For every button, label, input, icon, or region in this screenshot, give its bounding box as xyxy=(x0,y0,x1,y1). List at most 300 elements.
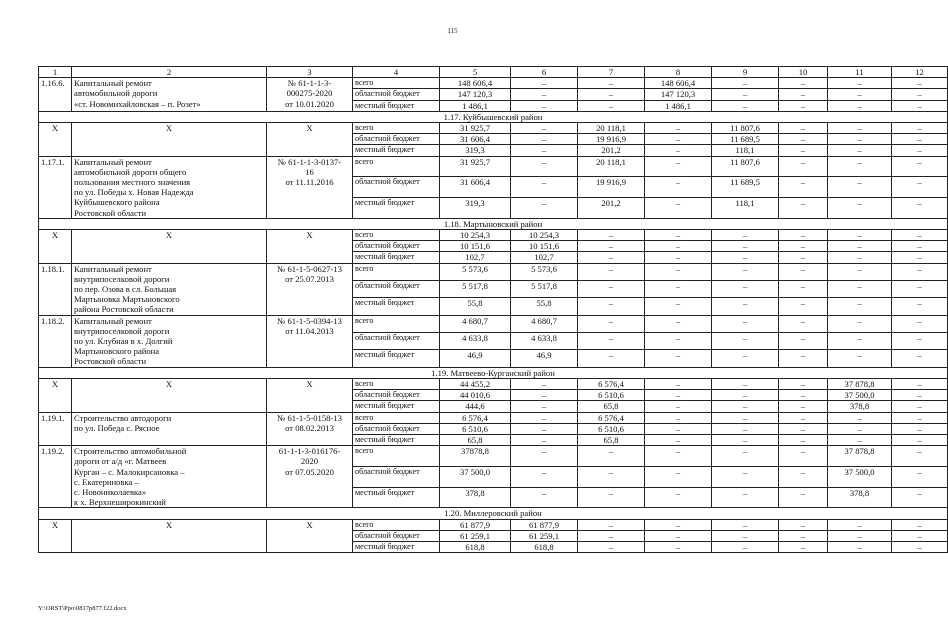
amount-cell: – xyxy=(779,298,828,315)
document-reference xyxy=(267,315,353,367)
amount-cell: – xyxy=(892,123,948,134)
amount-cell: 201,2 xyxy=(578,198,645,219)
amount-cell: – xyxy=(828,100,892,111)
table-row xyxy=(39,123,948,134)
amount-cell: 19 916,9 xyxy=(578,134,645,145)
amount-cell: – xyxy=(712,280,779,297)
amount-cell: – xyxy=(645,487,712,508)
object-name xyxy=(72,263,267,315)
funding-source: областной бюджет xyxy=(353,134,440,145)
amount-cell: – xyxy=(511,177,578,198)
document-reference-line: от 10.01.2020 xyxy=(285,98,334,109)
amount-cell: – xyxy=(578,530,645,541)
amount-cell: – xyxy=(712,446,779,467)
item-number: 1.19.2. xyxy=(39,446,72,508)
amount-cell: – xyxy=(828,145,892,156)
table-row xyxy=(39,446,948,467)
amount-cell: 201,2 xyxy=(578,145,645,156)
amount-cell: – xyxy=(892,298,948,315)
amount-cell: – xyxy=(892,252,948,263)
amount-cell: – xyxy=(578,487,645,508)
funding-source: областной бюджет xyxy=(353,280,440,297)
amount-cell: – xyxy=(578,241,645,252)
amount-cell: – xyxy=(828,412,892,423)
amount-cell: – xyxy=(645,434,712,445)
district-title: 1.19. Матвеево-Курганский район xyxy=(39,367,948,378)
amount-cell: – xyxy=(779,541,828,552)
amount-cell: 378,8 xyxy=(828,401,892,412)
amount-cell: 6 510,6 xyxy=(578,390,645,401)
amount-cell: – xyxy=(511,487,578,508)
amount-cell: – xyxy=(511,434,578,445)
column-number: 6 xyxy=(511,67,578,78)
amount-cell: – xyxy=(828,298,892,315)
amount-cell: 102,7 xyxy=(511,252,578,263)
amount-cell: 4 633,8 xyxy=(511,333,578,350)
document-reference xyxy=(267,519,353,553)
table-row xyxy=(39,519,948,530)
amount-cell: 4 633,8 xyxy=(440,333,511,350)
amount-cell: – xyxy=(712,241,779,252)
amount-cell: 6 576,4 xyxy=(440,412,511,423)
funding-source: всего xyxy=(353,78,440,89)
amount-cell: – xyxy=(511,78,578,89)
amount-cell: – xyxy=(645,263,712,280)
amount-cell: 61 877,9 xyxy=(511,519,578,530)
document-reference xyxy=(267,156,353,218)
amount-cell: 1 486,1 xyxy=(645,100,712,111)
amount-cell: – xyxy=(828,241,892,252)
funding-source: областной бюджет xyxy=(353,241,440,252)
amount-cell: 6 510,6 xyxy=(440,423,511,434)
document-reference xyxy=(267,378,353,412)
funding-source: областной бюджет xyxy=(353,423,440,434)
amount-cell: – xyxy=(511,446,578,467)
amount-cell: 55,8 xyxy=(511,298,578,315)
amount-cell: 147 120,3 xyxy=(440,89,511,100)
amount-cell: – xyxy=(892,134,948,145)
amount-cell: – xyxy=(892,423,948,434)
object-name-line: по пер. Озова в сл. Большая xyxy=(74,284,177,295)
column-number: 3 xyxy=(267,67,353,78)
funding-source: местный бюджет xyxy=(353,298,440,315)
amount-cell: – xyxy=(645,298,712,315)
amount-cell: – xyxy=(645,530,712,541)
item-number: X xyxy=(39,230,72,264)
amount-cell: 37878,8 xyxy=(440,446,511,467)
object-name-line: X xyxy=(165,378,173,389)
amount-cell: 44 010,6 xyxy=(440,390,511,401)
amount-cell: – xyxy=(828,519,892,530)
amount-cell: 378,8 xyxy=(440,487,511,508)
document-reference-line: от 11.11.2016 xyxy=(285,177,334,188)
amount-cell: – xyxy=(828,134,892,145)
amount-cell: – xyxy=(892,315,948,332)
amount-cell: – xyxy=(645,134,712,145)
object-name xyxy=(72,230,267,264)
funding-source: всего xyxy=(353,412,440,423)
object-name xyxy=(72,123,267,157)
column-number: 2 xyxy=(72,67,267,78)
amount-cell: – xyxy=(779,446,828,467)
amount-cell: – xyxy=(779,198,828,219)
table-row xyxy=(39,230,948,241)
amount-cell: – xyxy=(779,280,828,297)
amount-cell: – xyxy=(578,315,645,332)
document-reference xyxy=(267,78,353,112)
amount-cell: – xyxy=(779,466,828,487)
object-name-line: по ул. Клубная в х. Долгий xyxy=(74,336,173,347)
amount-cell: 37 878,8 xyxy=(828,378,892,389)
table-body xyxy=(39,67,948,553)
amount-cell: 11 807,6 xyxy=(712,123,779,134)
column-number: 5 xyxy=(440,67,511,78)
amount-cell: 31 606,4 xyxy=(440,134,511,145)
amount-cell: – xyxy=(779,123,828,134)
amount-cell: 148 606,4 xyxy=(440,78,511,89)
object-name-line: Капитальный ремонт xyxy=(74,78,152,89)
amount-cell: – xyxy=(828,230,892,241)
amount-cell: – xyxy=(511,412,578,423)
column-number: 11 xyxy=(828,67,892,78)
amount-cell: – xyxy=(578,519,645,530)
document-reference-line: № 61-1-1-3-0137- xyxy=(277,156,342,167)
amount-cell: – xyxy=(645,378,712,389)
document-reference xyxy=(267,123,353,157)
amount-cell: – xyxy=(645,333,712,350)
amount-cell: – xyxy=(645,156,712,177)
amount-cell: 5 573,6 xyxy=(440,263,511,280)
amount-cell: – xyxy=(511,100,578,111)
amount-cell: – xyxy=(578,263,645,280)
amount-cell: 147 120,3 xyxy=(645,89,712,100)
amount-cell: – xyxy=(828,280,892,297)
column-number: 12 xyxy=(892,67,948,78)
amount-cell: – xyxy=(828,350,892,367)
amount-cell: 19 916,9 xyxy=(578,177,645,198)
document-reference-line: 2020 xyxy=(300,456,319,467)
funding-source: областной бюджет xyxy=(353,466,440,487)
amount-cell: – xyxy=(779,378,828,389)
amount-cell: 4 680,7 xyxy=(511,315,578,332)
amount-cell: – xyxy=(511,466,578,487)
amount-cell: – xyxy=(828,252,892,263)
object-name-line: по ул. Победа с. Рясное xyxy=(74,422,160,433)
column-number: 8 xyxy=(645,67,712,78)
object-name xyxy=(72,446,267,508)
amount-cell: – xyxy=(779,177,828,198)
amount-cell: – xyxy=(828,198,892,219)
amount-cell: 102,7 xyxy=(440,252,511,263)
amount-cell: – xyxy=(892,466,948,487)
amount-cell: 5 517,8 xyxy=(440,280,511,297)
amount-cell: – xyxy=(828,156,892,177)
amount-cell: – xyxy=(892,434,948,445)
amount-cell: – xyxy=(712,230,779,241)
item-number: X xyxy=(39,519,72,553)
object-name xyxy=(72,78,267,112)
amount-cell: – xyxy=(578,280,645,297)
item-number: 1.19.1. xyxy=(39,412,72,446)
amount-cell: – xyxy=(578,333,645,350)
amount-cell: – xyxy=(779,530,828,541)
amount-cell: – xyxy=(892,350,948,367)
amount-cell: – xyxy=(511,390,578,401)
amount-cell: – xyxy=(892,519,948,530)
amount-cell: – xyxy=(578,466,645,487)
amount-cell: – xyxy=(892,390,948,401)
amount-cell: – xyxy=(779,390,828,401)
amount-cell: – xyxy=(828,530,892,541)
funding-source: местный бюджет xyxy=(353,198,440,219)
document-reference-line: 61-1-1-3-016176- xyxy=(278,446,341,457)
object-name-line: X xyxy=(165,519,173,530)
object-name-line: района Ростовской области xyxy=(74,304,174,315)
funding-source: областной бюджет xyxy=(353,89,440,100)
amount-cell: – xyxy=(892,198,948,219)
funding-source: областной бюджет xyxy=(353,530,440,541)
funding-source: областной бюджет xyxy=(353,177,440,198)
table-row xyxy=(39,378,948,389)
amount-cell: – xyxy=(892,487,948,508)
object-name-line: Ростовской области xyxy=(74,207,147,218)
amount-cell: – xyxy=(779,487,828,508)
document-reference-line: X xyxy=(306,230,313,241)
amount-cell: – xyxy=(892,145,948,156)
amount-cell: – xyxy=(511,401,578,412)
amount-cell: – xyxy=(779,156,828,177)
amount-cell: – xyxy=(578,78,645,89)
amount-cell: 6 510,6 xyxy=(578,423,645,434)
amount-cell: – xyxy=(578,350,645,367)
district-header-row xyxy=(39,218,948,229)
amount-cell: – xyxy=(828,333,892,350)
amount-cell: – xyxy=(645,466,712,487)
amount-cell: 55,8 xyxy=(440,298,511,315)
funding-source: всего xyxy=(353,315,440,332)
amount-cell: 618,8 xyxy=(440,541,511,552)
amount-cell: 4 680,7 xyxy=(440,315,511,332)
amount-cell: 5 517,8 xyxy=(511,280,578,297)
amount-cell: – xyxy=(578,100,645,111)
amount-cell: 65,8 xyxy=(440,434,511,445)
amount-cell: – xyxy=(779,412,828,423)
amount-cell: – xyxy=(712,412,779,423)
amount-cell: – xyxy=(712,423,779,434)
amount-cell: 44 455,2 xyxy=(440,378,511,389)
funding-source: местный бюджет xyxy=(353,252,440,263)
amount-cell: – xyxy=(645,390,712,401)
document-reference-line: 16 xyxy=(305,166,314,177)
document-reference xyxy=(267,446,353,508)
amount-cell: 319,3 xyxy=(440,198,511,219)
amount-cell: 20 118,1 xyxy=(578,123,645,134)
amount-cell: – xyxy=(712,350,779,367)
document-reference-line: № 61-1-5-0627-13 xyxy=(277,263,342,274)
amount-cell: 61 259,1 xyxy=(440,530,511,541)
object-name-line: Строительство автодороги xyxy=(74,412,172,423)
amount-cell: – xyxy=(779,241,828,252)
amount-cell: – xyxy=(712,263,779,280)
amount-cell: 31 925,7 xyxy=(440,156,511,177)
amount-cell: – xyxy=(892,280,948,297)
amount-cell: – xyxy=(779,145,828,156)
object-name-line: внутрипоселковой дороги xyxy=(74,273,170,284)
object-name-line: пользования местного значения xyxy=(74,177,191,188)
document-reference-line: № 61-1-1-3- xyxy=(287,78,332,89)
amount-cell: 118,1 xyxy=(712,198,779,219)
amount-cell: – xyxy=(645,145,712,156)
funding-source: местный бюджет xyxy=(353,350,440,367)
amount-cell: – xyxy=(892,333,948,350)
document-reference-line: от 07.05.2020 xyxy=(285,466,334,477)
column-number: 9 xyxy=(712,67,779,78)
amount-cell: – xyxy=(578,252,645,263)
amount-cell: – xyxy=(645,446,712,467)
amount-cell: 444,6 xyxy=(440,401,511,412)
amount-cell: – xyxy=(511,145,578,156)
amount-cell: – xyxy=(779,434,828,445)
amount-cell: – xyxy=(892,378,948,389)
funding-source: местный бюджет xyxy=(353,401,440,412)
amount-cell: – xyxy=(779,252,828,263)
amount-cell: – xyxy=(712,390,779,401)
amount-cell: 10 254,3 xyxy=(511,230,578,241)
amount-cell: 37 500,0 xyxy=(440,466,511,487)
object-name-line: с. Новониколаевка» xyxy=(74,486,147,497)
amount-cell: 11 807,6 xyxy=(712,156,779,177)
column-number-row xyxy=(39,67,948,78)
object-name xyxy=(72,412,267,446)
funding-source: местный бюджет xyxy=(353,145,440,156)
object-name-line: Капитальный ремонт xyxy=(74,315,152,326)
amount-cell: 31 606,4 xyxy=(440,177,511,198)
amount-cell: – xyxy=(892,156,948,177)
amount-cell: – xyxy=(712,100,779,111)
item-number: 1.17.1. xyxy=(39,156,72,218)
amount-cell: – xyxy=(578,446,645,467)
amount-cell: – xyxy=(645,423,712,434)
object-name-line: дороги от а/д «г. Матвеев xyxy=(74,456,167,467)
document-reference xyxy=(267,412,353,446)
amount-cell: – xyxy=(511,198,578,219)
amount-cell: 46,9 xyxy=(511,350,578,367)
district-header-row xyxy=(39,508,948,519)
object-name-line: X xyxy=(165,123,173,134)
object-name xyxy=(72,519,267,553)
amount-cell: – xyxy=(779,230,828,241)
object-name-line: «ст. Новомихайловская – п. Розет» xyxy=(74,98,201,109)
funding-source: всего xyxy=(353,378,440,389)
amount-cell: 618,8 xyxy=(511,541,578,552)
amount-cell: – xyxy=(645,177,712,198)
amount-cell: – xyxy=(712,487,779,508)
object-name xyxy=(72,156,267,218)
document-reference-line: X xyxy=(306,378,313,389)
amount-cell: – xyxy=(892,241,948,252)
amount-cell: – xyxy=(645,412,712,423)
amount-cell: 65,8 xyxy=(578,434,645,445)
file-path-footer: Y:\ORST\Ppo\0817p877.f22.docx xyxy=(38,605,127,612)
amount-cell: – xyxy=(828,541,892,552)
document-reference xyxy=(267,230,353,264)
funding-source: всего xyxy=(353,123,440,134)
item-number: 1.16.6. xyxy=(39,78,72,112)
amount-cell: – xyxy=(712,434,779,445)
amount-cell: – xyxy=(892,446,948,467)
amount-cell: – xyxy=(892,530,948,541)
amount-cell: – xyxy=(892,263,948,280)
amount-cell: 65,8 xyxy=(578,401,645,412)
amount-cell: – xyxy=(828,434,892,445)
amount-cell: 11 689,5 xyxy=(712,177,779,198)
amount-cell: – xyxy=(645,230,712,241)
amount-cell: – xyxy=(892,78,948,89)
amount-cell: – xyxy=(828,78,892,89)
amount-cell: 148 606,4 xyxy=(645,78,712,89)
amount-cell: – xyxy=(779,134,828,145)
amount-cell: – xyxy=(779,401,828,412)
amount-cell: – xyxy=(511,89,578,100)
column-number: 1 xyxy=(39,67,72,78)
amount-cell: 37 878,8 xyxy=(828,446,892,467)
amount-cell: – xyxy=(892,401,948,412)
district-header-row xyxy=(39,367,948,378)
document-reference-line: от 11.04.2013 xyxy=(285,325,334,336)
amount-cell: – xyxy=(511,123,578,134)
object-name-line: Капитальный ремонт xyxy=(74,263,152,274)
amount-cell: – xyxy=(712,519,779,530)
object-name xyxy=(72,315,267,367)
amount-cell: – xyxy=(892,177,948,198)
amount-cell: 10 254,3 xyxy=(440,230,511,241)
amount-cell: – xyxy=(779,350,828,367)
amount-cell: – xyxy=(892,230,948,241)
amount-cell: – xyxy=(779,89,828,100)
amount-cell: – xyxy=(578,298,645,315)
object-name-line: Ростовской области xyxy=(74,356,147,367)
table-row xyxy=(39,315,948,332)
amount-cell: – xyxy=(892,100,948,111)
amount-cell: – xyxy=(712,252,779,263)
amount-cell: 10 151,6 xyxy=(511,241,578,252)
amount-cell: – xyxy=(828,423,892,434)
table-row xyxy=(39,78,948,89)
object-name-line: с. Екатериновка – xyxy=(74,476,139,487)
object-name-line: Строительство автомобильной xyxy=(74,446,187,457)
funding-source: местный бюджет xyxy=(353,100,440,111)
amount-cell: – xyxy=(828,89,892,100)
amount-cell: 6 576,4 xyxy=(578,412,645,423)
amount-cell: – xyxy=(712,89,779,100)
amount-cell: – xyxy=(779,263,828,280)
document-reference-line: от 08.02.2013 xyxy=(285,422,334,433)
object-name-line: Куйбышевского района xyxy=(74,197,160,208)
object-name-line: по ул. Победы х. Новая Надежда xyxy=(74,187,194,198)
amount-cell: – xyxy=(645,252,712,263)
amount-cell: – xyxy=(511,378,578,389)
amount-cell: – xyxy=(712,541,779,552)
funding-source: всего xyxy=(353,263,440,280)
amount-cell: 6 576,4 xyxy=(578,378,645,389)
amount-cell: – xyxy=(779,315,828,332)
amount-cell: – xyxy=(511,423,578,434)
district-title: 1.17. Куйбышевский район xyxy=(39,111,948,122)
object-name-line: X xyxy=(165,230,173,241)
amount-cell: – xyxy=(712,401,779,412)
amount-cell: – xyxy=(578,541,645,552)
amount-cell: – xyxy=(712,298,779,315)
